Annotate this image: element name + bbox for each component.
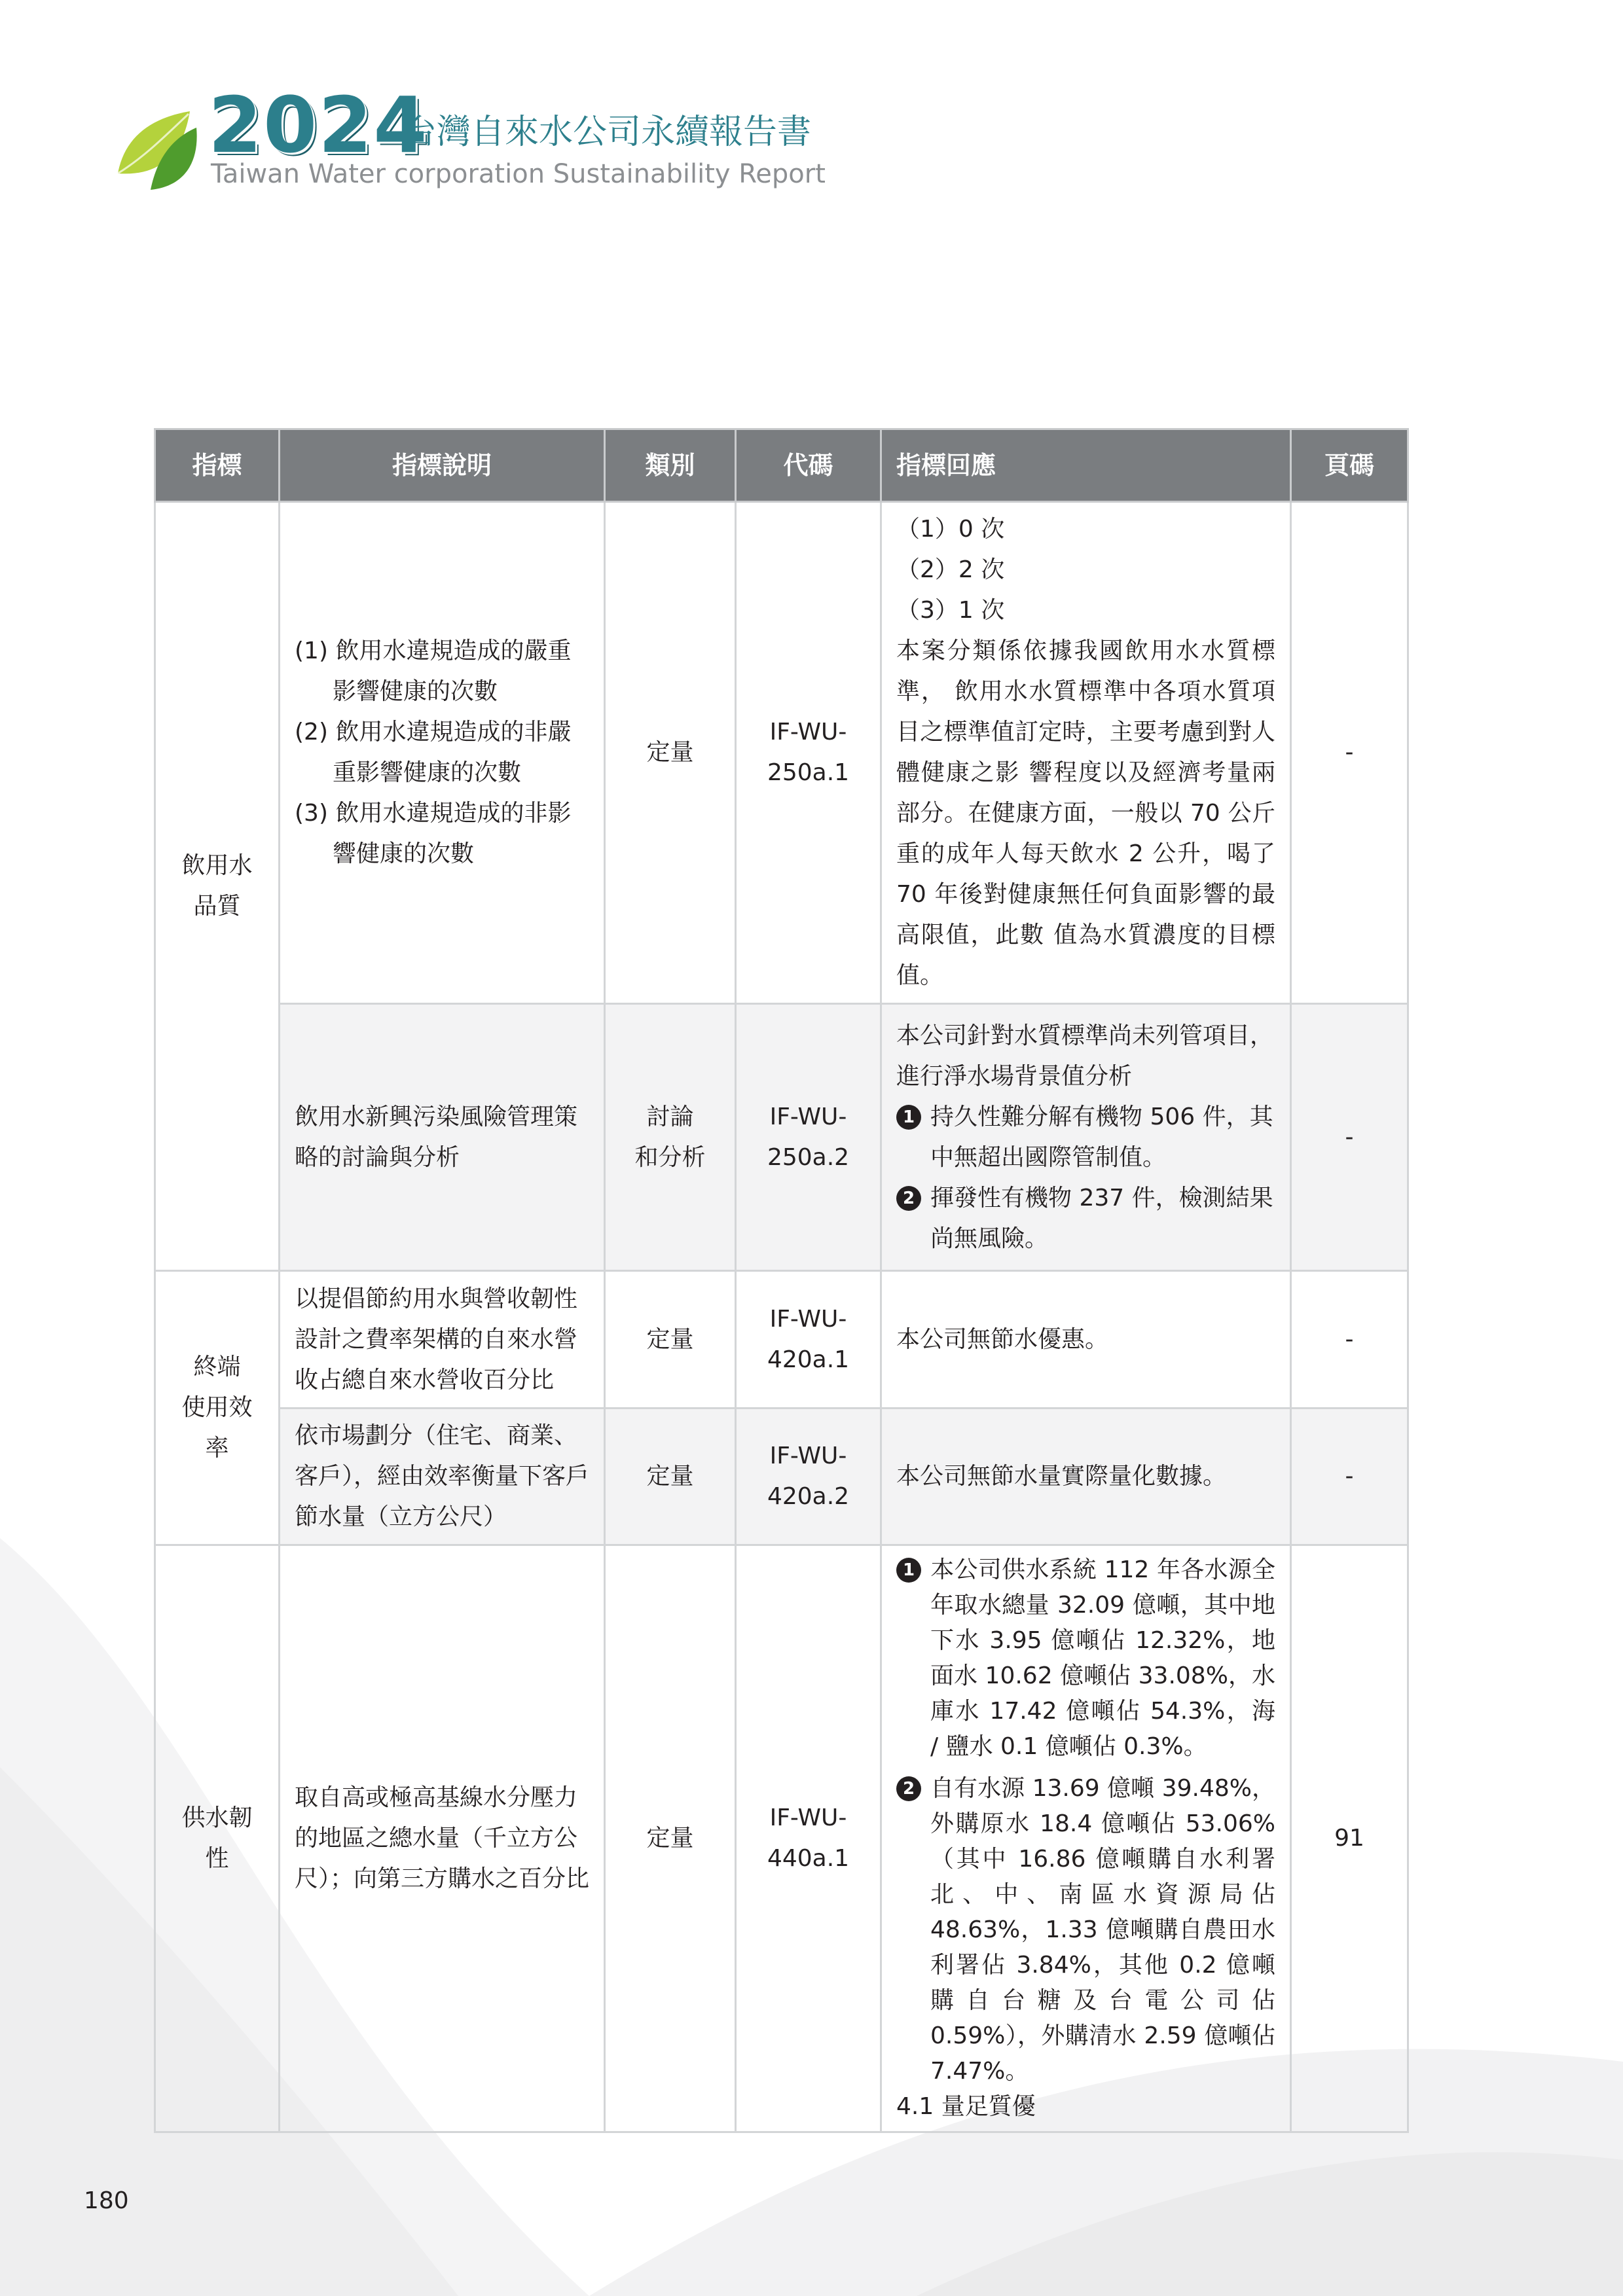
response-line: （3）1 次 bbox=[896, 597, 1005, 624]
header-response: 指標回應 bbox=[881, 429, 1291, 502]
header-page: 頁碼 bbox=[1291, 429, 1408, 502]
row-description: 飲用水新興污染風險管理策略的討論與分析 bbox=[280, 1004, 605, 1271]
row-code: IF-WU- 440a.1 bbox=[736, 1545, 881, 2132]
row-description: 依市場劃分（住宅、商業、客戶），經由效率衡量下客戶節水量（立方公尺） bbox=[280, 1408, 605, 1545]
group-supply-resilience: 供水韌性 bbox=[155, 1545, 280, 2132]
row-category: 討論 和分析 bbox=[605, 1004, 736, 1271]
row-code: IF-WU- 250a.1 bbox=[736, 502, 881, 1004]
group-end-use-efficiency: 終端 使用效率 bbox=[155, 1271, 280, 1545]
description-item: (1) 飲用水違規造成的嚴重影響健康的次數 bbox=[295, 637, 572, 705]
sasb-index-table bbox=[154, 428, 1409, 2133]
bullet-text: 持久性難分解有機物 506 件，其中無超出國際管制值。 bbox=[930, 1103, 1273, 1171]
table-row bbox=[155, 1408, 1408, 1545]
report-title-zh: 台灣自來水公司永續報告書 bbox=[403, 113, 812, 152]
group-drinking-water: 飲用水 品質 bbox=[155, 502, 280, 1271]
row-page: - bbox=[1291, 1271, 1408, 1408]
row-code: IF-WU- 420a.1 bbox=[736, 1271, 881, 1408]
row-page: - bbox=[1291, 1408, 1408, 1545]
row-description: 取自高或極高基線水分壓力的地區之總水量（千立方公尺）；向第三方購水之百分比 bbox=[280, 1545, 605, 2132]
row-response bbox=[881, 502, 1291, 1004]
report-year: 2024 bbox=[208, 80, 429, 170]
bullet-text: 本公司供水系統 112 年各水源全年取水總量 32.09 億噸，其中地下水 3.95 億噸佔 12.32%，地面水 10.62 億噸佔 33.08%，水庫水 17.42 億噸佔 54.3%，海 / 鹽水 0.1 億噸佔 0.3%。 bbox=[930, 1556, 1275, 1760]
report-header bbox=[111, 80, 897, 196]
number-2-icon: 2 bbox=[896, 1776, 921, 1801]
table-row bbox=[155, 1004, 1408, 1271]
header-indicator: 指標 bbox=[155, 429, 280, 502]
row-category: 定量 bbox=[605, 1408, 736, 1545]
row-response bbox=[881, 1545, 1291, 2132]
bullet-text: 揮發性有機物 237 件，檢測結果尚無風險。 bbox=[930, 1184, 1273, 1252]
response-bullet bbox=[896, 1178, 1275, 1259]
row-category: 定量 bbox=[605, 1271, 736, 1408]
row-code: IF-WU- 250a.2 bbox=[736, 1004, 881, 1271]
header-code: 代碼 bbox=[736, 429, 881, 502]
description-item: (3) 飲用水違規造成的非影響健康的次數 bbox=[295, 800, 572, 867]
table-row bbox=[155, 1271, 1408, 1408]
report-title-en: Taiwan Water corporation Sustainability Report bbox=[211, 159, 826, 189]
row-description bbox=[280, 502, 605, 1004]
row-response: 本公司無節水量實際量化數據。 bbox=[881, 1408, 1291, 1545]
leaf-logo-icon bbox=[111, 98, 200, 196]
response-bullet bbox=[896, 1771, 1275, 2089]
table-header-row bbox=[155, 429, 1408, 502]
page-number: 180 bbox=[84, 2187, 129, 2214]
row-code: IF-WU- 420a.2 bbox=[736, 1408, 881, 1545]
response-bullet bbox=[896, 1552, 1275, 1765]
bullet-text: 自有水源 13.69 億噸 39.48%，外購原水 18.4 億噸佔 53.06%（其中 16.86 億噸購自水利署北、中、南區水資源局佔 48.63%，1.33 億噸購自農田水利署佔 3.84%，其他 0.2 億噸購自台糖及台電公司佔 0.59%），外購清水 2.59 億噸佔 7.47%。 bbox=[930, 1775, 1275, 2085]
row-category: 定量 bbox=[605, 502, 736, 1004]
response-bullet bbox=[896, 1097, 1275, 1178]
response-paragraph: 本案分類係依據我國飲用水水質標準， 飲用水水質標準中各項水質項目之標準值訂定時，主要考慮到對人體健康之影 響程度以及經濟考量兩部分。在健康方面，一般以 70 公斤重的成年人每天飲水 2 公升，喝了 70 年後對健康無任何負面影響的最高限值，此數 值為水質濃度的目標值。 bbox=[896, 637, 1275, 989]
row-response: 本公司無節水優惠。 bbox=[881, 1271, 1291, 1408]
row-response bbox=[881, 1004, 1291, 1271]
row-page: - bbox=[1291, 1004, 1408, 1271]
response-intro: 本公司針對水質標準尚未列管項目，進行淨水場背景值分析 bbox=[896, 1022, 1274, 1090]
section-reference-link[interactable]: 4.1 量足質優 bbox=[896, 2093, 1036, 2120]
table-row bbox=[155, 502, 1408, 1004]
response-line: （2）2 次 bbox=[896, 556, 1005, 583]
number-1-icon: 1 bbox=[896, 1105, 921, 1130]
number-1-icon: 1 bbox=[896, 1558, 921, 1583]
response-line: （1）0 次 bbox=[896, 516, 1005, 543]
row-page: - bbox=[1291, 502, 1408, 1004]
row-category: 定量 bbox=[605, 1545, 736, 2132]
description-item: (2) 飲用水違規造成的非嚴重影響健康的次數 bbox=[295, 719, 572, 786]
header-description: 指標說明 bbox=[280, 429, 605, 502]
row-description: 以提倡節約用水與營收韌性設計之費率架構的自來水營收占總自來水營收百分比 bbox=[280, 1271, 605, 1408]
table-row bbox=[155, 1545, 1408, 2132]
row-page[interactable]: 91 bbox=[1291, 1545, 1408, 2132]
number-2-icon: 2 bbox=[896, 1186, 921, 1211]
header-category: 類別 bbox=[605, 429, 736, 502]
